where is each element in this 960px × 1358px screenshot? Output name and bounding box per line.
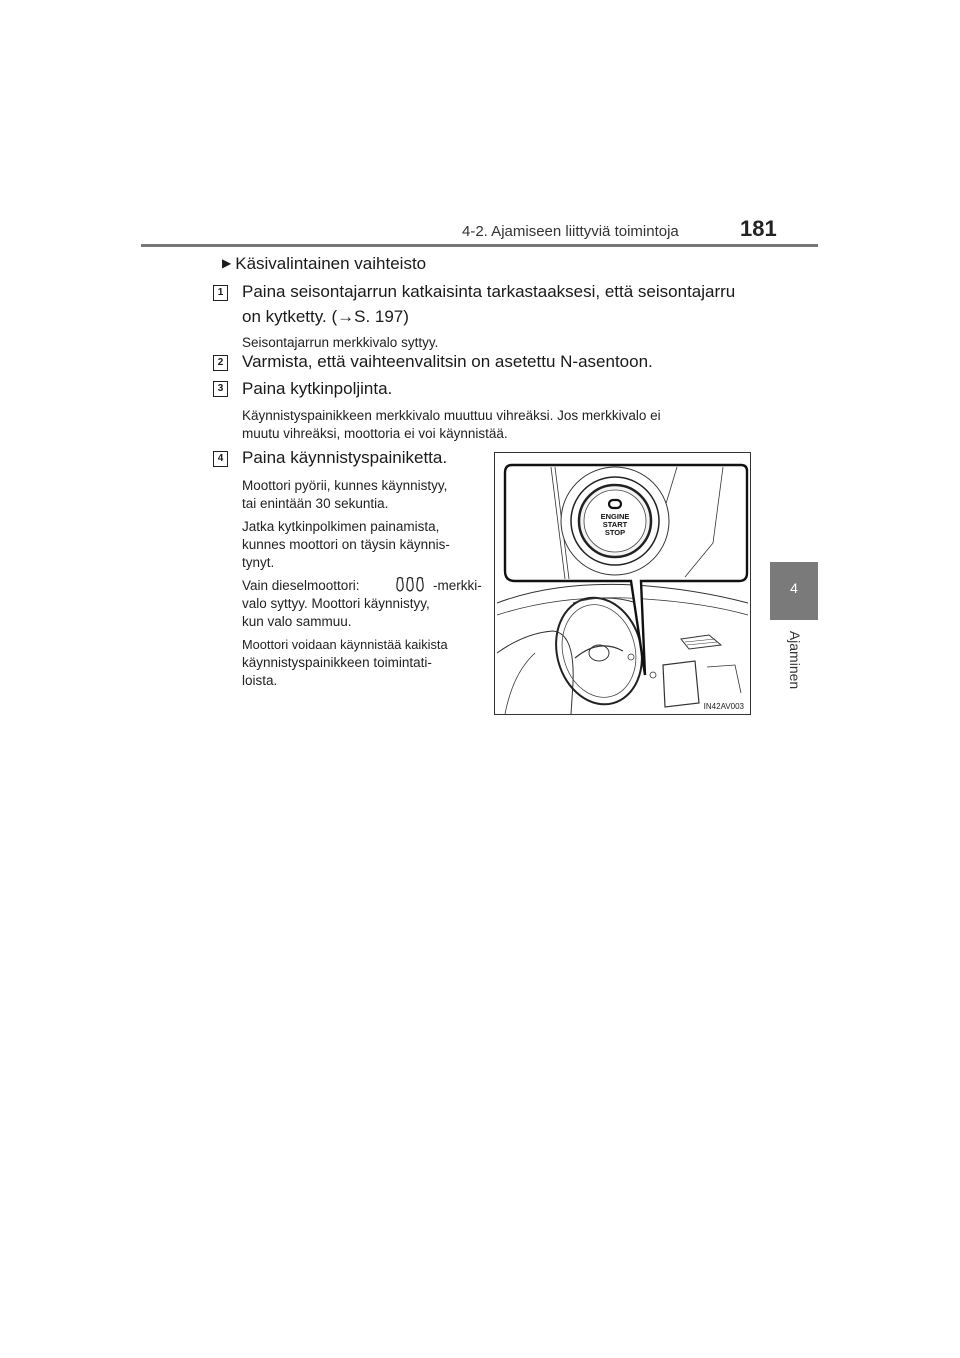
chapter-tab <box>770 562 818 620</box>
step-4-note-2-line-2: kunnes moottori on täysin käynnis- <box>242 537 450 552</box>
step-number-1: 1 <box>213 285 228 301</box>
glow-plug-icon <box>394 574 428 594</box>
step-2-text: Varmista, että vaihteenvalitsin on asetettu N-asentoon. <box>242 352 653 371</box>
chapter-title: Ajaminen <box>787 630 803 690</box>
step-4-note-2-line-1: Jatka kytkinpolkimen painamista, <box>242 519 440 534</box>
figure-code: IN42AV003 <box>703 702 744 711</box>
subheading <box>222 254 426 274</box>
step-4-note-2-line-3: tynyt. <box>242 555 275 570</box>
button-text-engine: ENGINE <box>600 512 630 521</box>
step-number-3: 3 <box>213 381 228 397</box>
step-4-note-1-line-1: Moottori pyörii, kunnes käynnistyy, <box>242 478 448 493</box>
engine-start-figure <box>494 452 751 715</box>
step-1-note: Seisontajarrun merkkivalo syttyy. <box>242 335 439 350</box>
step-number-2: 2 <box>213 355 228 371</box>
button-text-start: START <box>602 520 628 529</box>
chapter-number: 4 <box>790 580 798 596</box>
header-rule <box>141 244 818 247</box>
step-4-note-4-line-1: Moottori voidaan käynnistää kaikista <box>242 637 448 652</box>
step-4-note-3-line-3: kun valo sammuu. <box>242 614 352 629</box>
step-4-note-3-line-1b: -merkki- <box>433 578 482 593</box>
button-text-stop: STOP <box>604 528 626 537</box>
step-number-4: 4 <box>213 451 228 467</box>
step-4-note-4-line-2: käynnistyspainikkeen toimintati- <box>242 655 432 670</box>
step-4-note-3-line-1a: Vain dieselmoottori: <box>242 578 360 593</box>
engine-start-stop-button-text <box>595 513 635 537</box>
step-1-line-1: Paina seisontajarrun katkaisinta tarkastaaksesi, että seisontajarru <box>242 282 736 301</box>
step-4-note-1-line-2: tai enintään 30 sekuntia. <box>242 496 389 511</box>
step-4-text: Paina käynnistyspainiketta. <box>242 448 448 467</box>
step-3-note-line-2: muutu vihreäksi, moottoria ei voi käynnistää. <box>242 426 508 441</box>
running-header: 4-2. Ajamiseen liittyviä toimintoja <box>462 223 679 240</box>
step-4-note-4-line-3: loista. <box>242 673 278 688</box>
subheading-text: Käsivalintainen vaihteisto <box>235 254 427 273</box>
dashboard-illustration <box>495 453 750 714</box>
step-4-note-3-line-2: valo syttyy. Moottori käynnistyy, <box>242 596 430 611</box>
triangle-bullet-icon: ▶ <box>222 256 232 270</box>
chapter-title-vertical <box>787 625 803 695</box>
page-number: 181 <box>740 216 777 241</box>
step-3-note-line-1: Käynnistyspainikkeen merkkivalo muuttuu vihreäksi. Jos merkkivalo ei <box>242 408 661 423</box>
step-3-text: Paina kytkinpoljinta. <box>242 379 393 398</box>
step-1-line-2: on kytketty. (→S. 197) <box>242 307 409 326</box>
